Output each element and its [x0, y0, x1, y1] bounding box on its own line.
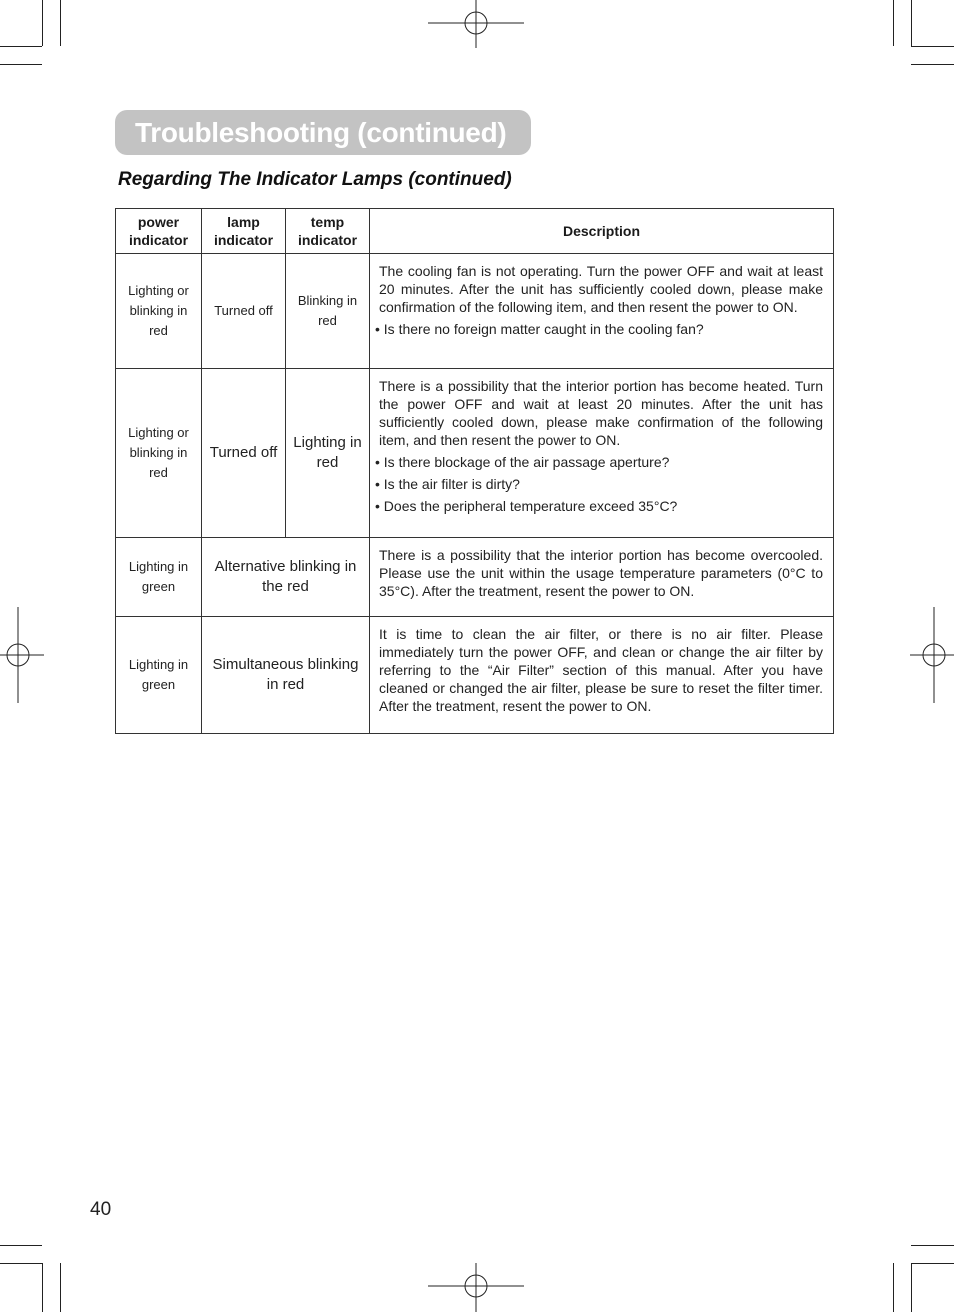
table-row [116, 538, 834, 617]
section-subtitle: Regarding The Indicator Lamps (continued) [118, 169, 512, 190]
cell-description [370, 369, 834, 538]
header-temp-indicator: temp indicator [286, 209, 370, 254]
indicator-lamps-table [115, 208, 834, 734]
table-row [116, 617, 834, 734]
header-power-indicator: power indicator [116, 209, 202, 254]
description-text: There is a possibility that the interior portion has become heated. Turn the power OFF and wait at least 20 minutes. After the unit has sufficiently cooled down, please make confirmation of the following item, and then resent the power to ON. [379, 378, 823, 448]
checklist [375, 320, 823, 338]
table-header-row [116, 209, 834, 254]
cell-lamp-indicator: Turned off [202, 369, 286, 538]
cell-description [370, 617, 834, 734]
cell-lamp-temp-indicator: Simultaneous blinking in red [202, 617, 370, 734]
cell-power-indicator: Lighting or blinking in red [116, 254, 202, 369]
cell-description [370, 538, 834, 617]
cell-lamp-indicator: Turned off [202, 254, 286, 369]
header-lamp-indicator: lamp indicator [202, 209, 286, 254]
page-title: Troubleshooting (continued) [135, 116, 507, 148]
header-description: Description [370, 209, 834, 254]
description-text: There is a possibility that the interior portion has become overcooled. Please use the unit within the usage temperature parameters (0°C to 35°C). After the treatment, resent the power to ON. [379, 547, 823, 599]
title-banner [115, 110, 531, 155]
checklist-item: • Is the air filter is dirty? [375, 476, 520, 492]
cell-description [370, 254, 834, 369]
table-row [116, 254, 834, 369]
cell-temp-indicator: Lighting in red [286, 369, 370, 538]
checklist [375, 453, 823, 515]
cell-power-indicator: Lighting in green [116, 538, 202, 617]
description-text: It is time to clean the air filter, or there is no air filter. Please immediately turn the power OFF, and clean or change the air filter by referring to the “Air Filter” section of this manual. After you have cleaned or changed the air filter, please be sure to reset the filter timer. After the treatment, resent the power to ON. [379, 626, 823, 714]
cell-lamp-temp-indicator: Alternative blinking in the red [202, 538, 370, 617]
checklist-item: • Is there blockage of the air passage aperture? [375, 454, 670, 470]
page-number: 40 [90, 1199, 112, 1220]
cell-power-indicator: Lighting in green [116, 617, 202, 734]
checklist-item: • Is there no foreign matter caught in the cooling fan? [375, 321, 704, 337]
table-row [116, 369, 834, 538]
cell-temp-indicator: Blinking in red [286, 254, 370, 369]
description-text: The cooling fan is not operating. Turn the power OFF and wait at least 20 minutes. After the unit has sufficiently cooled down, please make confirmation of the following item, and then resent the power to ON. [379, 263, 823, 315]
registration-mark-bottom [428, 1263, 524, 1312]
registration-mark-top [428, 0, 524, 48]
checklist-item: • Does the peripheral temperature exceed 35°C? [375, 498, 678, 514]
cell-power-indicator: Lighting or blinking in red [116, 369, 202, 538]
registration-mark-right [910, 607, 954, 703]
registration-mark-left [0, 607, 44, 703]
